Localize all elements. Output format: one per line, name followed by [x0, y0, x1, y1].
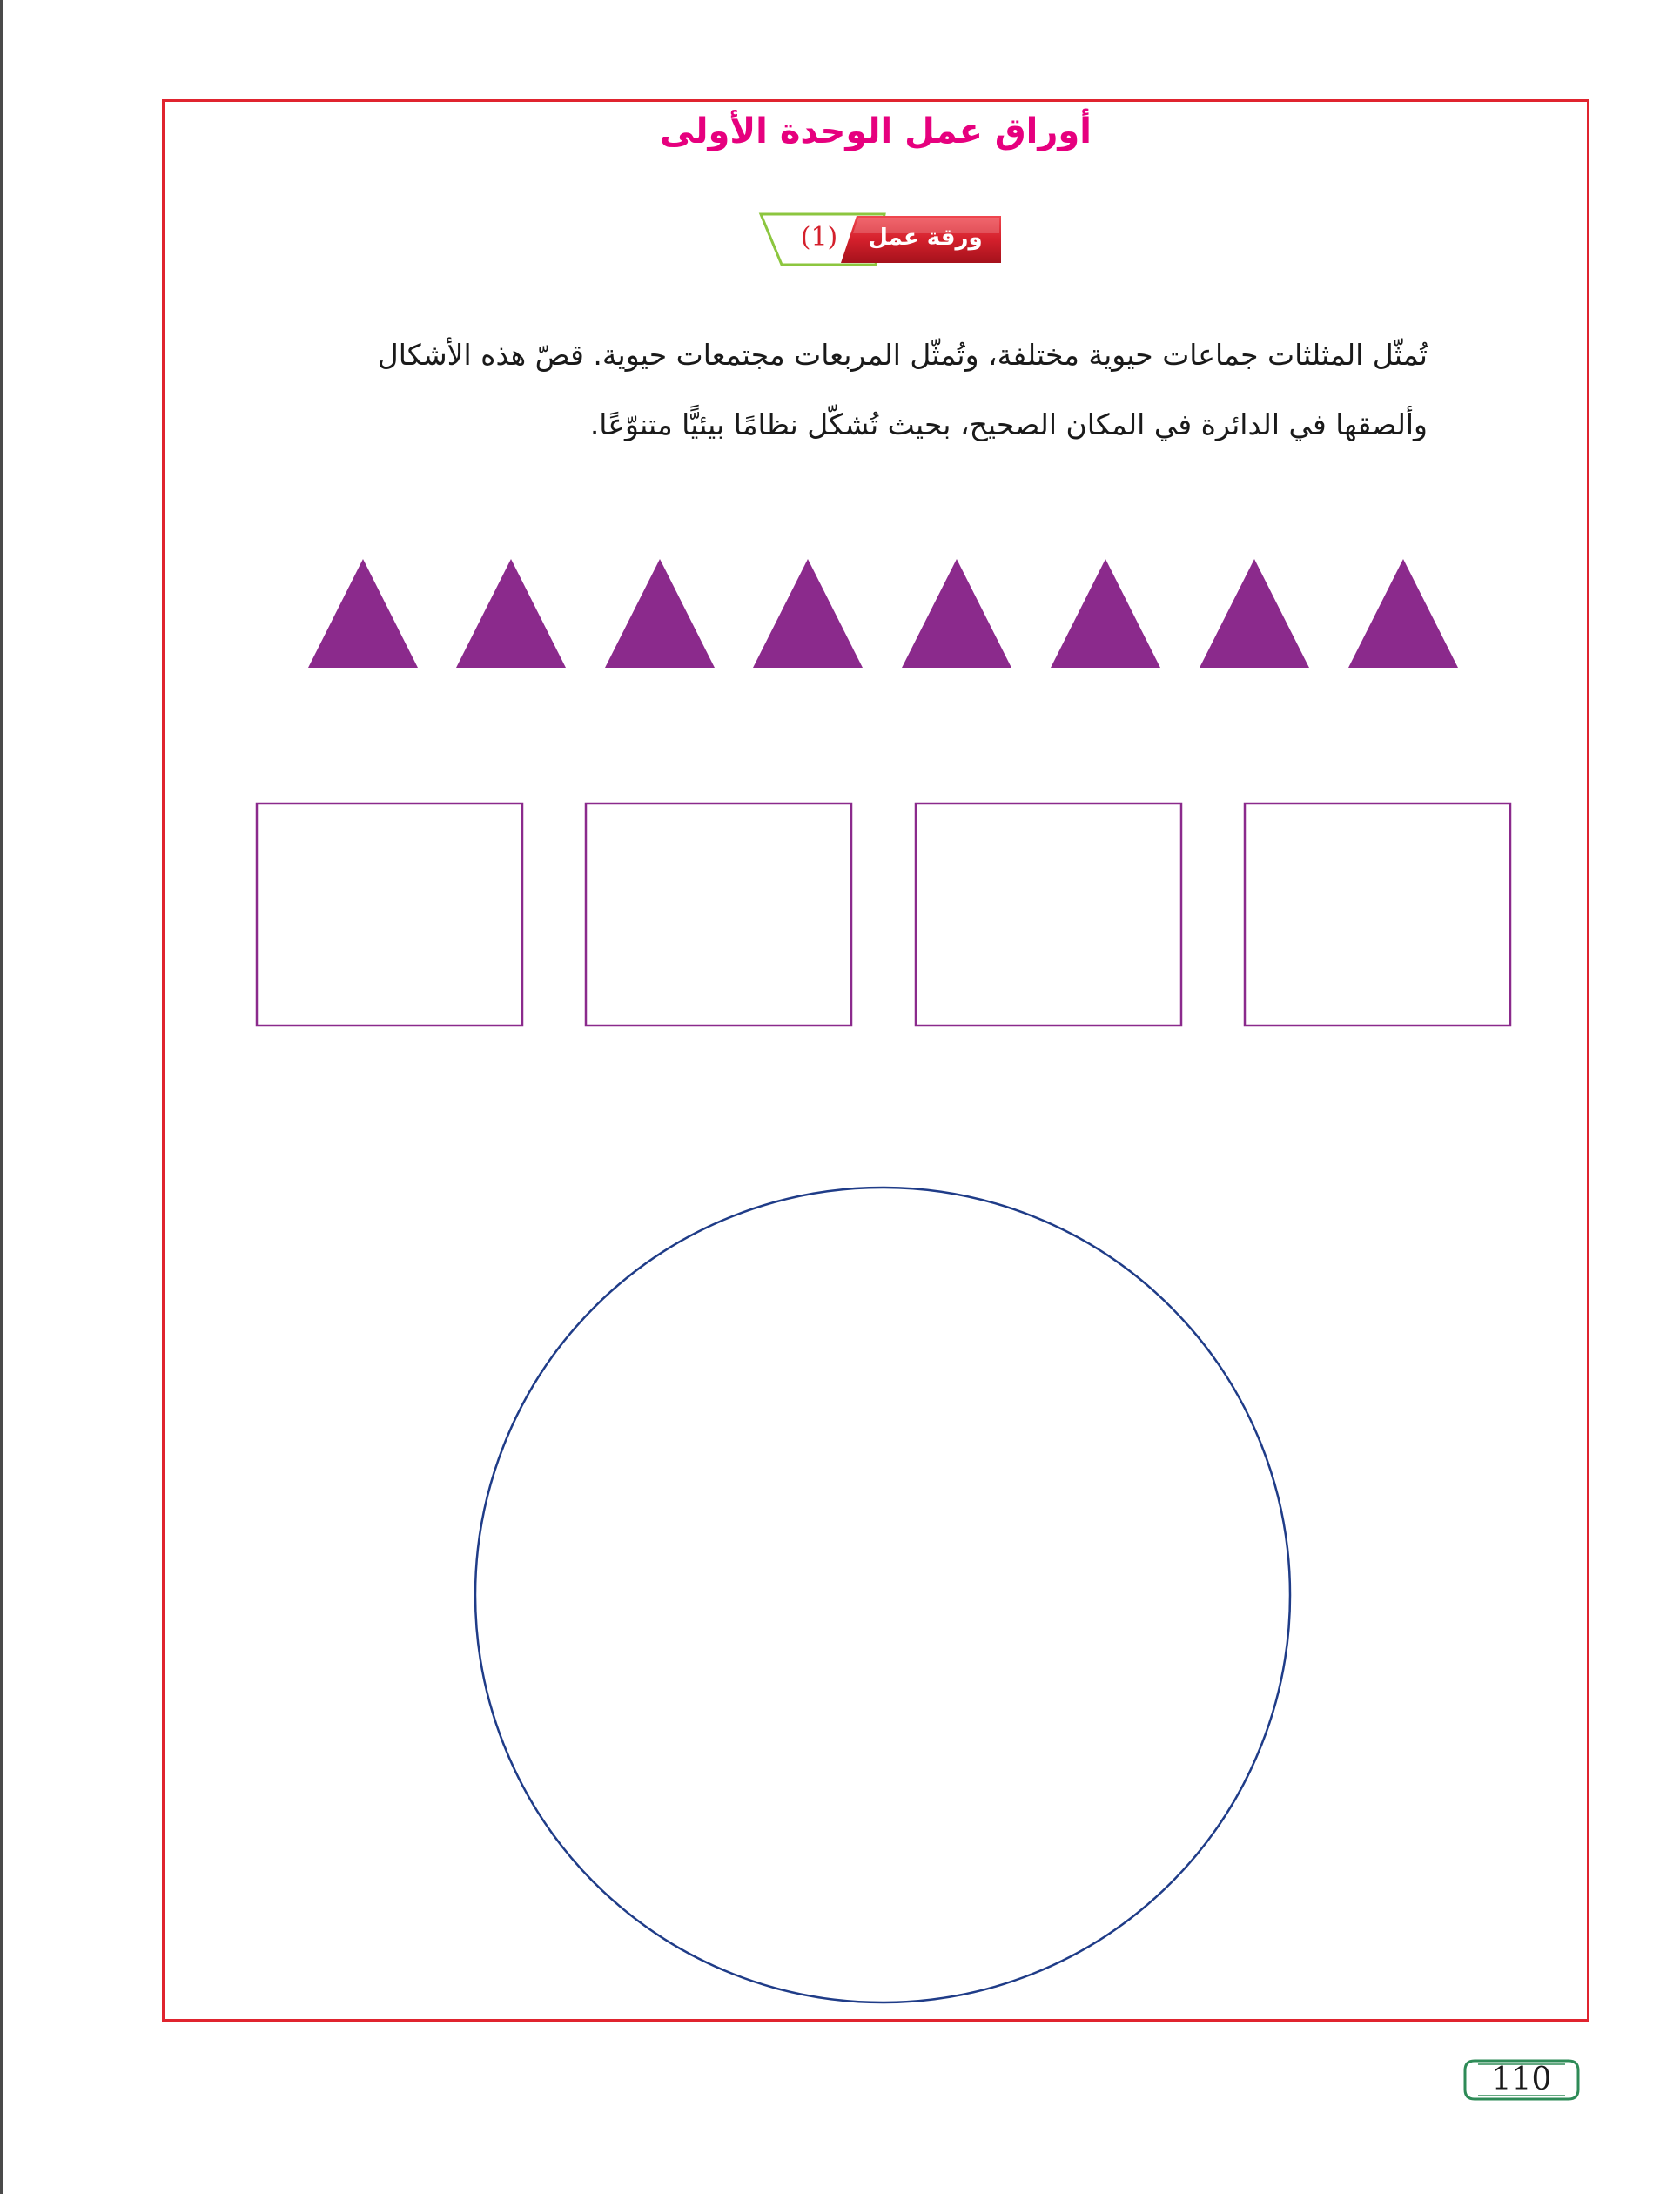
worksheet-label: ورقة عمل: [868, 225, 983, 251]
ecosystem-circle[interactable]: [475, 1188, 1290, 2002]
worksheet-number: (1): [800, 222, 838, 252]
triangle-shape[interactable]: [753, 559, 863, 668]
triangle-row: [308, 559, 1458, 668]
triangle-shape[interactable]: [308, 559, 418, 668]
triangle-shape[interactable]: [902, 559, 1011, 668]
square-shape[interactable]: [1245, 804, 1510, 1026]
triangle-shape[interactable]: [456, 559, 566, 668]
instructions-line-1: تُمثّل المثلثات جماعات حيوية مختلفة، وتُمثّل المربعات مجتمعات حيوية. قصّ هذه الأشكال: [377, 338, 1428, 372]
square-shape[interactable]: [916, 804, 1181, 1026]
square-shape[interactable]: [257, 804, 522, 1026]
triangle-shape[interactable]: [1051, 559, 1160, 668]
instructions-line-2: وألصقها في الدائرة في المكان الصحيح، بحيث تُشكّل نظامًا بيئيًّا متنوّعًا.: [589, 407, 1428, 441]
page-number: 110: [1491, 2062, 1552, 2097]
square-row: [257, 804, 1510, 1026]
page-number-box: [1462, 2058, 1581, 2102]
triangle-shape[interactable]: [1200, 559, 1309, 668]
triangle-shape[interactable]: [605, 559, 715, 668]
triangle-shape[interactable]: [1348, 559, 1458, 668]
page-title: أوراق عمل الوحدة الأولى: [660, 111, 1092, 151]
square-shape[interactable]: [586, 804, 851, 1026]
